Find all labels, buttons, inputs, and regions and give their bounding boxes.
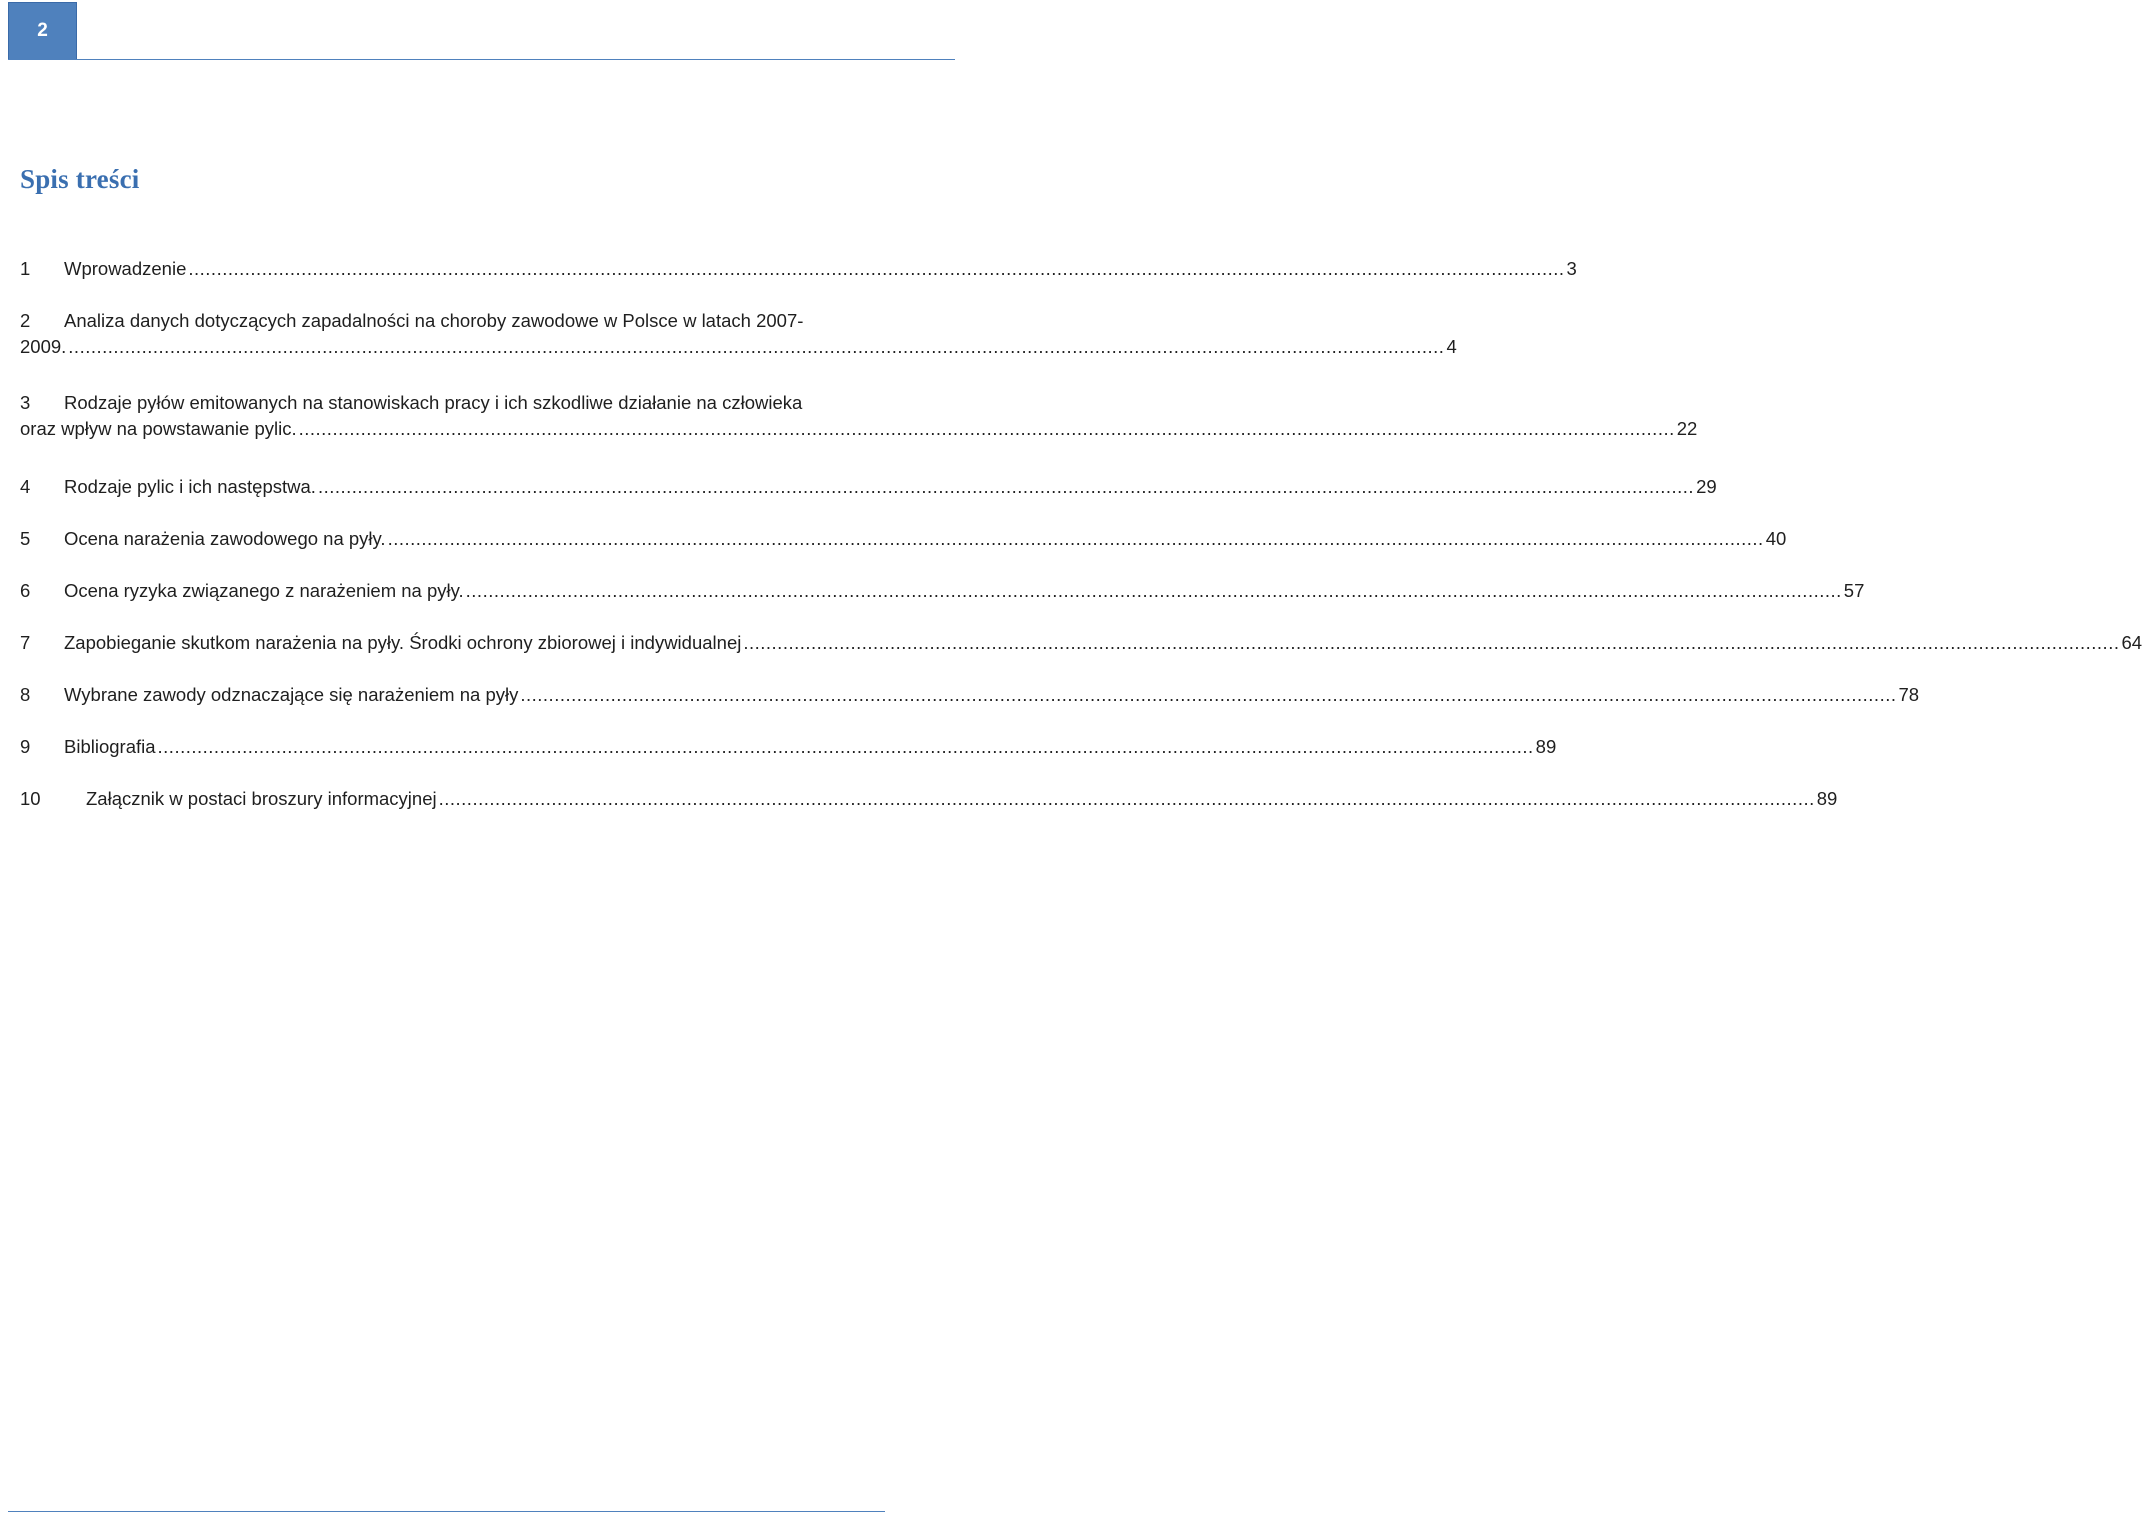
toc-entry-label[interactable]: Zapobieganie skutkom narażenia na pyły. Środki ochrony zbiorowej i indywidualnej xyxy=(64,632,742,653)
toc-leader-dots xyxy=(388,526,1764,552)
header-rule xyxy=(8,59,955,60)
toc-entry-page[interactable]: 3 xyxy=(1566,258,1577,279)
toc-entry-9[interactable] xyxy=(20,734,1557,760)
toc-entry-label[interactable]: Rodzaje pylic i ich następstwa. xyxy=(64,476,316,497)
footer-rule xyxy=(8,1511,885,1512)
toc-entry-page[interactable]: 89 xyxy=(1535,736,1557,757)
toc-entry-label-line1[interactable]: Rodzaje pyłów emitowanych na stanowiskach pracy i ich szkodliwe działanie na człowieka xyxy=(64,392,803,413)
toc-entry-7[interactable] xyxy=(20,630,2142,656)
toc-entry-number: 8 xyxy=(20,684,31,705)
toc-entry-page[interactable]: 40 xyxy=(1765,528,1787,549)
toc-leader-dots xyxy=(439,786,1815,812)
toc-entry-10[interactable] xyxy=(20,786,1838,812)
toc-title: Spis treści xyxy=(20,164,140,194)
toc-entry-page[interactable]: 57 xyxy=(1843,580,1865,601)
toc-entry-label-line1[interactable]: Analiza danych dotyczących zapadalności na choroby zawodowe w Polsce w latach 2007- xyxy=(64,310,804,331)
toc-entry-3[interactable] xyxy=(20,390,1698,442)
toc-entry-label[interactable]: Bibliografia xyxy=(64,736,156,757)
toc-entry-page[interactable]: 22 xyxy=(1676,418,1698,439)
toc-entry-4[interactable] xyxy=(20,474,1717,500)
toc-entry-label-line2[interactable]: oraz wpływ na powstawanie pylic. xyxy=(20,418,297,439)
toc-entry-label[interactable]: Wprowadzenie xyxy=(64,258,187,279)
toc-entry-number: 2 xyxy=(20,310,31,331)
toc-leader-dots xyxy=(68,334,1444,360)
toc-entry-number: 9 xyxy=(20,736,31,757)
toc-leader-dots xyxy=(318,474,1694,500)
toc-leader-dots xyxy=(520,682,1896,708)
page-number: 2 xyxy=(37,20,48,41)
toc-entry-number: 7 xyxy=(20,632,31,653)
toc-entry-number: 6 xyxy=(20,580,31,601)
toc-entry-8[interactable] xyxy=(20,682,1920,708)
toc-entry-label-line2[interactable]: 2009. xyxy=(20,336,67,357)
toc-entry-page[interactable]: 29 xyxy=(1696,476,1717,497)
toc-entry-page[interactable]: 64 xyxy=(2121,632,2142,653)
toc-leader-dots xyxy=(188,256,1564,282)
toc-entry-page[interactable]: 4 xyxy=(1446,336,1457,357)
toc-entry-number: 3 xyxy=(20,392,31,413)
toc-entry-5[interactable] xyxy=(20,526,1787,552)
toc-leader-dots xyxy=(466,578,1842,604)
toc-leader-dots xyxy=(743,630,2119,656)
toc-entry-number: 4 xyxy=(20,476,31,497)
page-number-badge xyxy=(8,2,77,60)
toc-entry-label[interactable]: Wybrane zawody odznaczające się narażeniem na pyły xyxy=(64,684,519,705)
toc-entry-label[interactable]: Ocena narażenia zawodowego na pyły. xyxy=(64,528,386,549)
toc-entry-number: 10 xyxy=(20,788,41,809)
toc-entry-label[interactable]: Załącznik w postaci broszury informacyjnej xyxy=(86,788,437,809)
toc-entry-number: 1 xyxy=(20,258,31,279)
toc-entry-1[interactable] xyxy=(20,256,1577,282)
toc-entry-label[interactable]: Ocena ryzyka związanego z narażeniem na pyły. xyxy=(64,580,464,601)
toc-entry-page[interactable]: 89 xyxy=(1816,788,1838,809)
toc-entry-2[interactable] xyxy=(20,308,1457,360)
toc-entry-page[interactable]: 78 xyxy=(1898,684,1920,705)
toc-leader-dots xyxy=(158,734,1534,760)
toc-entry-6[interactable] xyxy=(20,578,1865,604)
toc-leader-dots xyxy=(299,416,1675,442)
toc-entry-number: 5 xyxy=(20,528,31,549)
